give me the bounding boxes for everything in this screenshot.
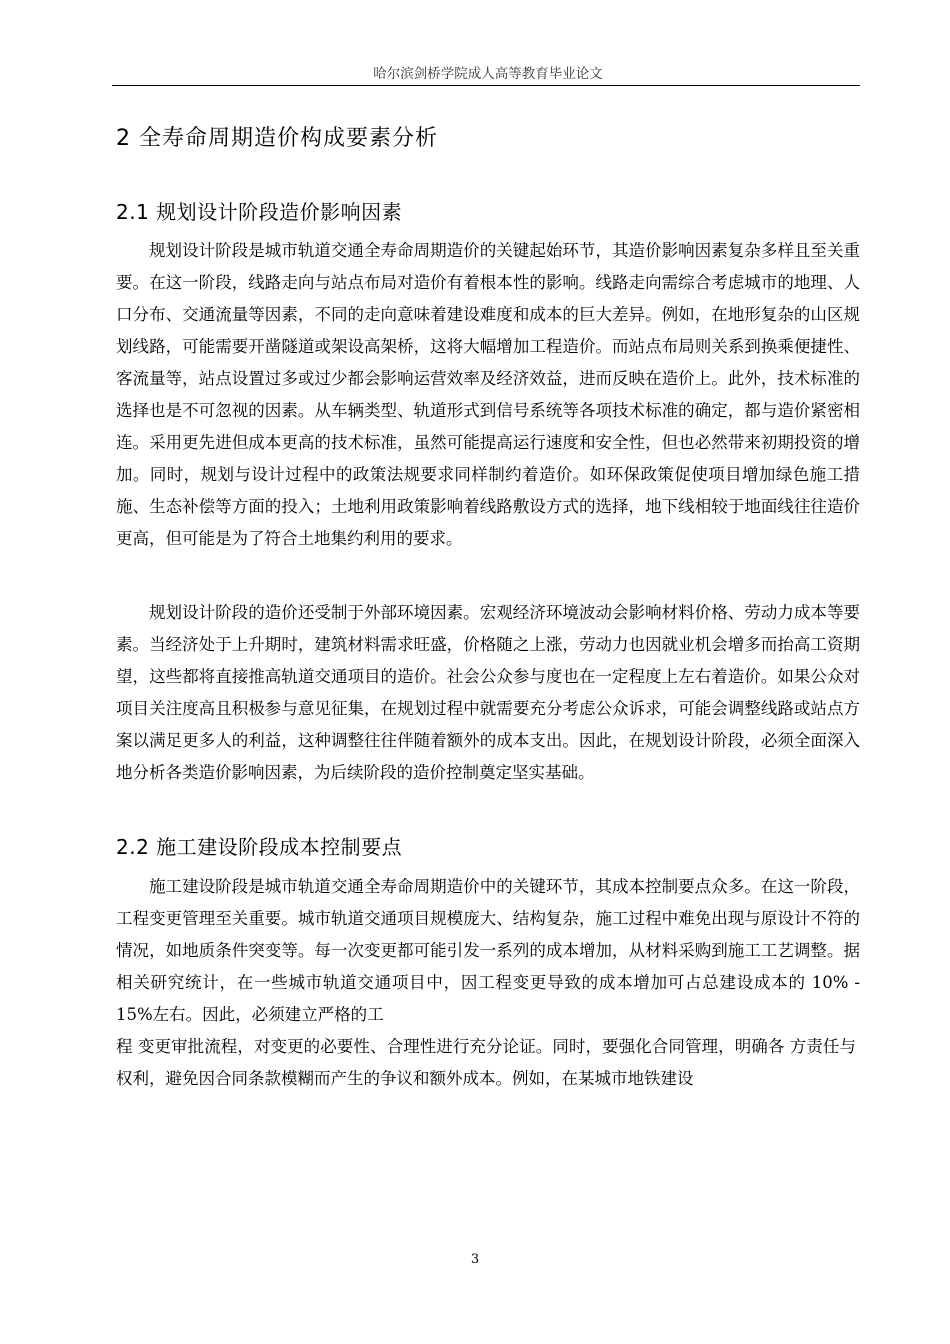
section-2-2-paragraph-1: 施工建设阶段是城市轨道交通全寿命周期造价中的关键环节，其成本控制要点众多。在这一阶段，工程变更管理至关重要。城市轨道交通项目规模庞大、结构复杂，施工过程中难免出现与原设计不符的情况，如地质条件突变等。每一次变更都可能引发一系列的成本增加，从材料采购到施工工艺调整。据相关研究统计，在一些城市轨道交通项目中，因工程变更导致的成本增加可占总建设成本的 10% - 15%左右。因此，必须建立严格的工 <box>116 877 860 1024</box>
section-2-2-paragraph-2: 程 变更审批流程，对变更的必要性、合理性进行充分论证。同时，要强化合同管理，明确各 方责任与权利，避免因合同条款模糊而产生的争议和额外成本。例如，在某城市地铁建设 <box>116 1037 856 1088</box>
chapter-heading: 2 全寿命周期造价构成要素分析 <box>116 126 438 151</box>
section-heading-2-1: 2.1 规划设计阶段造价影响因素 <box>116 200 403 224</box>
section-2-1-paragraph-2: 规划设计阶段的造价还受制于外部环境因素。宏观经济环境波动会影响材料价格、劳动力成本等要素。当经济处于上升期时，建筑材料需求旺盛，价格随之上涨，劳动力也因就业机会增多而抬高工资期望，这些都将直接推高轨道交通项目的造价。社会公众参与度也在一定程度上左右着造价。如果公众对项目关注度高且积极参与意见征集，在规划过程中就需要充分考虑公众诉求，可能会调整线路或站点方案以满足更多人的利益，这种调整往往伴随着额外的成本支出。因此，在规划设计阶段，必须全面深入地分析各类造价影响因素，为后续阶段的造价控制奠定坚实基础。 <box>116 603 860 782</box>
section-heading-2-2: 2.2 施工建设阶段成本控制要点 <box>116 835 403 859</box>
page-number: 3 <box>470 1252 480 1267</box>
section-2-1-paragraph-1: 规划设计阶段是城市轨道交通全寿命周期造价的关键起始环节，其造价影响因素复杂多样且至关重要。在这一阶段，线路走向与站点布局对造价有着根本性的影响。线路走向需综合考虑城市的地理、人口分布、交通流量等因素，不同的走向意味着建设难度和成本的巨大差异。例如，在地形复杂的山区规划线路，可能需要开凿隧道或架设高架桥，这将大幅增加工程造价。而站点布局则关系到换乘便捷性、客流量等，站点设置过多或过少都会影响运营效率及经济效益，进而反映在造价上。此外，技术标准的选择也是不可忽视的因素。从车辆类型、轨道形式到信号系统等各项技术标准的确定，都与造价紧密相连。采用更先进但成本更高的技术标准，虽然可能提高运行速度和安全性，但也必然带来初期投资的增加。同时，规划与设计过程中的政策法规要求同样制约着造价。如环保政策促使项目增加绿色施工措施、生态补偿等方面的投入；土地利用政策影响着线路敷设方式的选择，地下线相较于地面线往往造价更高，但可能是为了符合土地集约利用的要求。 <box>116 241 860 548</box>
running-header: 哈尔滨剑桥学院成人高等教育毕业论文 <box>373 66 603 82</box>
header-rule <box>112 85 860 86</box>
